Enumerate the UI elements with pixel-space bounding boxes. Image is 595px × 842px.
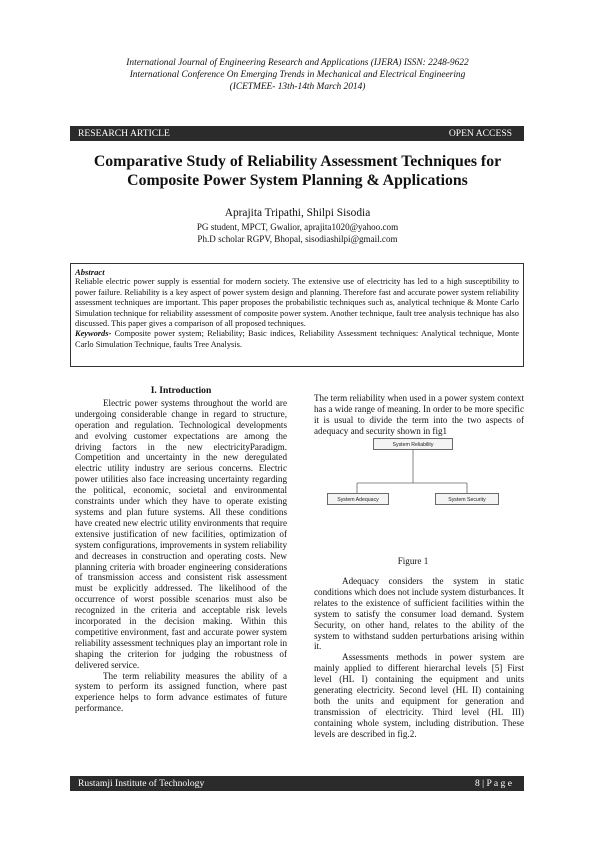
node-system-reliability: System Reliability: [373, 438, 453, 450]
figure-1-diagram: [307, 427, 519, 527]
title-line-2: Composite Power System Planning & Applications: [127, 172, 468, 189]
reliability-paragraph: The term reliability when used in a power system context has a wide range of meaning. In order to be more specific it is usual to divide the term into the two aspects of adequacy and security shown in fig1: [314, 393, 524, 436]
page-footer: [70, 776, 524, 791]
conference-name: International Conference On Emerging Trends in Mechanical and Electrical Engineering: [129, 70, 466, 80]
journal-header: [0, 57, 595, 93]
page-number: 8 | P a g e: [474, 778, 512, 789]
adequacy-paragraph: Adequacy considers the system in static conditions which does not include system disturbances. It relates to the existence of sufficient facilities within the system to satisfy the consumer load demand. System Security, on other hand, relates to the ability of the system to withstand sudden perturbations arising within it.: [314, 576, 524, 652]
section-heading-introduction: I. Introduction: [150, 385, 212, 396]
keywords-label: Keywords-: [75, 329, 112, 339]
journal-name: International Journal of Engineering Research and Applications (IJERA) ISSN: 2248-9622: [126, 58, 469, 68]
conference-date: (ICETMEE- 13th-14th March 2014): [229, 82, 366, 92]
left-column: [75, 386, 287, 714]
node-system-adequacy: System Adequacy: [327, 493, 389, 505]
authors: Aprajita Tripathi, Shilpi Sisodia: [224, 207, 371, 219]
keywords-text: Composite power system; Reliability; Basic indices, Reliability Assessment techniques: Analytical technique, Monte Carlo Simulation Technique, faults Tree Analysis.: [75, 329, 519, 349]
abstract-body: Reliable electric power supply is essential for modern society. The extensive use of electricity has led to a high susceptibility to power failure. Reliability is a key aspect of power system design and planning. Therefore fast and accurate power system reliability assessment techniques are important. This paper proposes the probabilistic techniques such as, analytical technique & Monte Carlo Simulation technique for reliability assessment of composite power system. Another technique, fault tree analysis technique has also discussed. This paper gives a comparison of all proposed techniques.: [75, 277, 519, 329]
intro-paragraph-2: The term reliability measures the ability of a system to perform its assigned function, where past experience helps to form advance estimates of future performance.: [75, 670, 287, 714]
institute-name: Rustamji Institute of Technology: [78, 778, 205, 789]
node-system-security: System Security: [435, 493, 499, 505]
article-type-banner: [70, 126, 524, 141]
intro-paragraph-1: Electric power systems throughout the world are undergoing considerable change in regard to structure, operation and regulation. Technological developments and evolving customer expectations are among the driving factors in the new electricityParadigm. Competition and uncertainty in the new deregulated electric utility industry are serious concerns. Electric power utilities also face increasing uncertainty regarding the political, economic, societal and environmental constraints under which they have to operate existing systems and plan future systems. All these conditions have created new electric utility environments that require extensive justification of new facilities, optimization of system configurations, improvements in system reliability and decreases in construction and operating costs. New planning criteria with broader engineering considerations of transmission access and consistent risk assessment must be explicitly addressed. The likelihood of the occurrence of worst possible scenarios must also be recognized in the criteria and acceptable risk levels incorporated in the decision making. Within this competitive environment, fast and accurate power system reliability assessment techniques play an important role in shaping the criterion for judging the robustness of delivered service.: [75, 397, 287, 670]
figure-1-caption: Figure 1: [397, 556, 429, 566]
open-access-label: OPEN ACCESS: [448, 128, 512, 139]
assessment-paragraph: Assessments methods in power system are mainly applied to different hierarchal levels [5] First level (HL I) containing the equipment and units generating electricity. Second level (HL II) containing both the units and equipment for generation and transmission of electricity. Third level (HL III) containing whole system, including distribution. These levels are described in fig.2.: [314, 652, 524, 739]
title-line-1: Comparative Study of Reliability Assessment Techniques for: [93, 153, 502, 170]
affiliation-1: PG student, MPCT, Gwalior, aprajita1020@yahoo.com: [196, 222, 399, 232]
paper-title: [40, 152, 555, 190]
right-column-bottom: [314, 576, 524, 740]
abstract-heading: Abstract: [75, 267, 105, 277]
research-article-label: RESEARCH ARTICLE: [78, 128, 170, 139]
abstract-box: [70, 263, 524, 367]
keywords: [75, 329, 519, 350]
affiliation-2: Ph.D scholar RGPV, Bhopal, sisodiashilpi@gmail.com: [197, 234, 398, 244]
